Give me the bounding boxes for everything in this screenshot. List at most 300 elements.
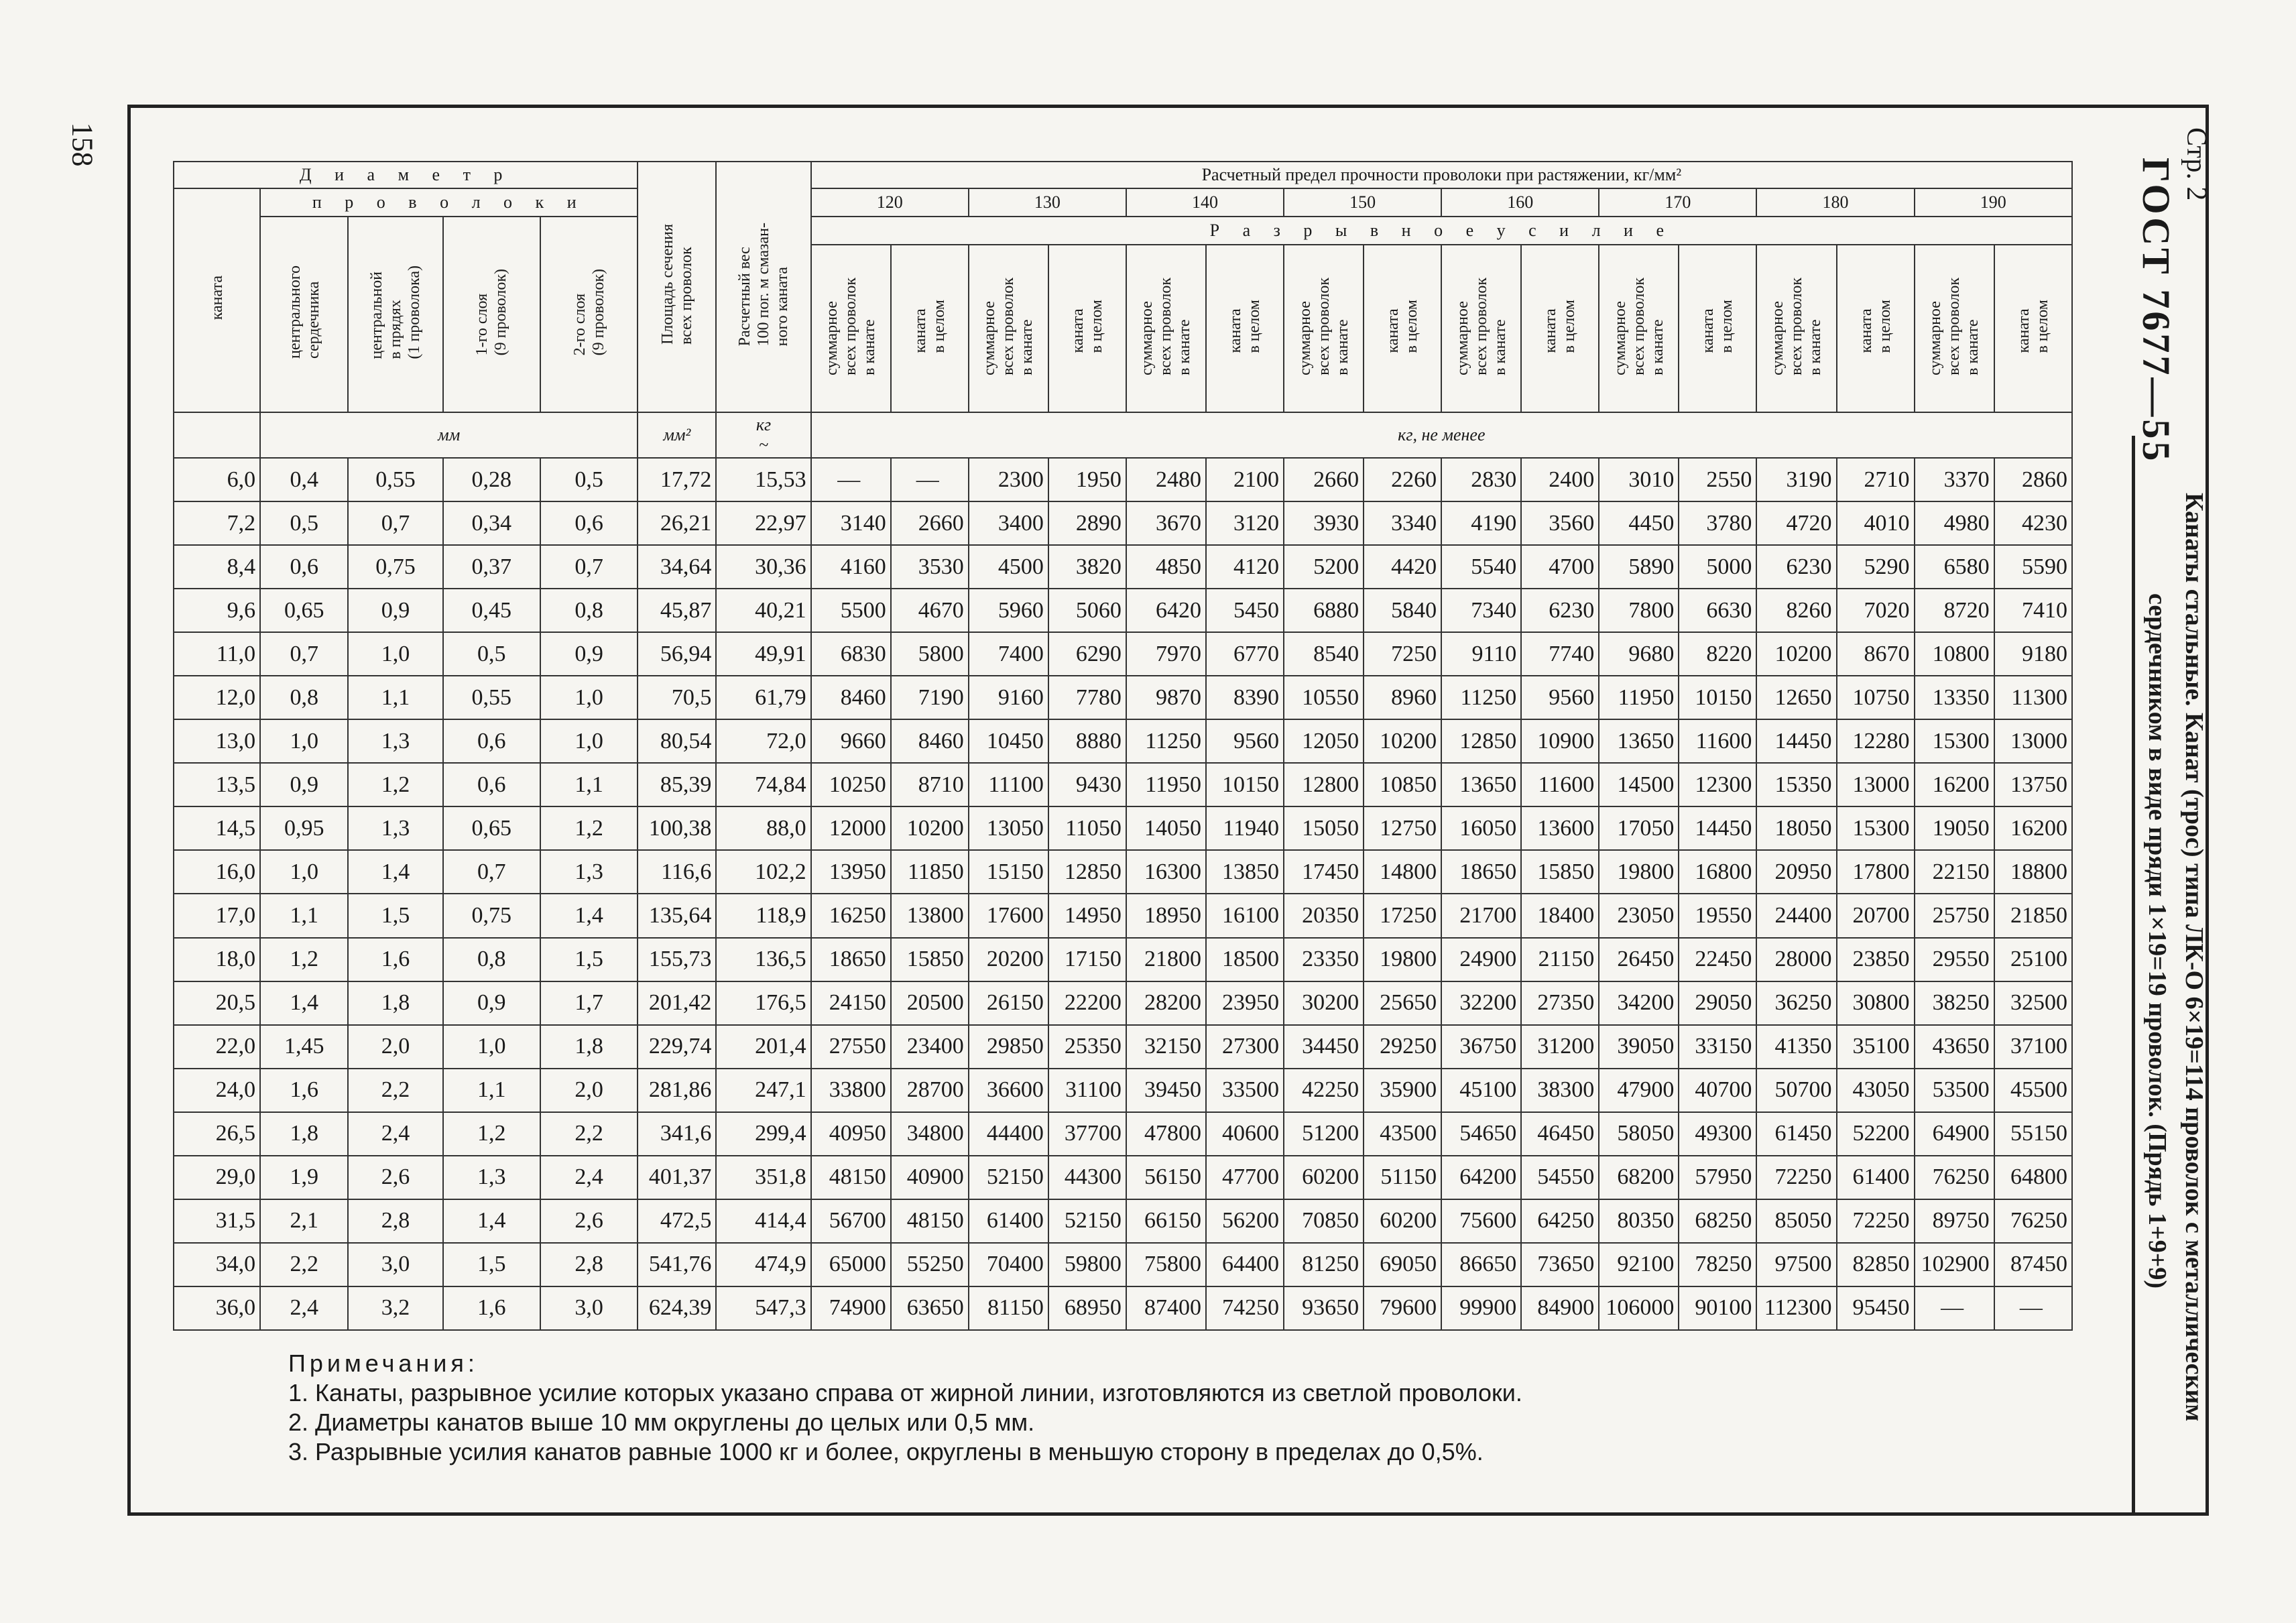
table-cell: 1,45 [260, 1025, 348, 1069]
table-cell: 16300 [1126, 850, 1206, 894]
table-cell: 3010 [1599, 458, 1679, 501]
table-cell: 16250 [811, 894, 891, 937]
unit-kg: кг ~ [716, 412, 810, 458]
table-cell: 11850 [891, 850, 969, 894]
table-cell: 22150 [1915, 850, 1994, 894]
table-cell: 11250 [1126, 719, 1206, 763]
table-cell: 4700 [1521, 545, 1599, 589]
table-cell: 2100 [1206, 458, 1284, 501]
table-cell: 0,65 [260, 589, 348, 632]
table-cell: 75800 [1126, 1243, 1206, 1286]
table-cell: 6420 [1126, 589, 1206, 632]
table-cell: 84900 [1521, 1286, 1599, 1330]
table-cell: 7250 [1364, 632, 1441, 676]
table-cell: 0,9 [540, 632, 638, 676]
core-diameter-header: центрального сердечника [260, 217, 348, 412]
table-cell: 31100 [1048, 1069, 1126, 1112]
table-cell: 29550 [1915, 938, 1994, 981]
table-cell: 13050 [969, 806, 1048, 850]
table-cell: 8460 [811, 676, 891, 719]
strength-120: 120 [811, 188, 969, 217]
table-cell: 5450 [1206, 589, 1284, 632]
table-cell: 43050 [1837, 1069, 1915, 1112]
table-cell: 1,2 [443, 1112, 540, 1156]
table-cell: 60200 [1364, 1199, 1441, 1243]
table-cell: 80350 [1599, 1199, 1679, 1243]
side-page-label: Стр. 2 [2181, 127, 2212, 201]
table-cell: 1,8 [348, 981, 442, 1025]
table-cell: 42250 [1284, 1069, 1364, 1112]
table-cell: 56700 [811, 1199, 891, 1243]
table-cell: 6290 [1048, 632, 1126, 676]
table-cell: 2,8 [348, 1199, 442, 1243]
table-cell: 401,37 [638, 1156, 716, 1199]
table-cell: 58050 [1599, 1112, 1679, 1156]
sub-whole-180: каната в целом [1837, 245, 1915, 412]
table-cell: 68950 [1048, 1286, 1126, 1330]
table-cell: 1,3 [540, 850, 638, 894]
table-row [174, 981, 2072, 1025]
table-cell: 34450 [1284, 1025, 1364, 1069]
table-cell: 18050 [1756, 806, 1836, 850]
table-cell: 68250 [1679, 1199, 1756, 1243]
table-cell: 57950 [1679, 1156, 1756, 1199]
table-cell: 2,0 [540, 1069, 638, 1112]
table-cell: 40600 [1206, 1112, 1284, 1156]
table-cell: 5200 [1284, 545, 1364, 589]
table-cell: 22,97 [716, 501, 810, 545]
table-cell: 351,8 [716, 1156, 810, 1199]
sub-total-150: суммарное всех проволок в канате [1284, 245, 1364, 412]
table-row [174, 1199, 2072, 1243]
table-cell: 1,4 [348, 850, 442, 894]
table-cell: 81250 [1284, 1243, 1364, 1286]
table-cell: 48150 [811, 1156, 891, 1199]
frame-top-rule [127, 105, 2209, 108]
table-cell: 13650 [1441, 763, 1521, 806]
table-cell: 18650 [811, 938, 891, 981]
table-cell: 10200 [891, 806, 969, 850]
table-cell: 16200 [1994, 806, 2072, 850]
table-cell: 56,94 [638, 632, 716, 676]
table-cell: 17050 [1599, 806, 1679, 850]
table-cell: 22,0 [174, 1025, 260, 1069]
table-cell: 40700 [1679, 1069, 1756, 1112]
table-cell: 51200 [1284, 1112, 1364, 1156]
table-cell: 11300 [1994, 676, 2072, 719]
table-cell: 10800 [1915, 632, 1994, 676]
table-cell: 12,0 [174, 676, 260, 719]
table-cell: 76250 [1915, 1156, 1994, 1199]
note-2: 2. Диаметры канатов выше 10 мм округлены до целых или 0,5 мм. [288, 1408, 1035, 1436]
table-cell: 10750 [1837, 676, 1915, 719]
table-body [174, 458, 2072, 1330]
table-cell: 46450 [1521, 1112, 1599, 1156]
note-3: 3. Разрывные усилия канатов равные 1000 кг и более, округлены в меньшую сторону в пределах до 0,5%. [288, 1438, 1484, 1465]
table-cell: 3,2 [348, 1286, 442, 1330]
table-cell: 15300 [1915, 719, 1994, 763]
table-cell: 1,0 [260, 719, 348, 763]
table-row [174, 458, 2072, 501]
table-cell: 36250 [1756, 981, 1836, 1025]
table-cell: 44300 [1048, 1156, 1126, 1199]
table-cell: 66150 [1126, 1199, 1206, 1243]
table-cell: 2550 [1679, 458, 1756, 501]
table-cell: 8960 [1364, 676, 1441, 719]
table-cell: 33150 [1679, 1025, 1756, 1069]
sub-total-130: суммарное всех проволок в канате [969, 245, 1048, 412]
table-cell: 51150 [1364, 1156, 1441, 1199]
table-cell: 0,6 [443, 719, 540, 763]
table-cell: 20350 [1284, 894, 1364, 937]
page-number: 158 [66, 122, 99, 167]
table-cell: 54650 [1441, 1112, 1521, 1156]
table-cell: 17800 [1837, 850, 1915, 894]
note-1: 1. Канаты, разрывное усилие которых указано справа от жирной линии, изготовляются из светлой проволоки. [288, 1379, 1522, 1406]
table-cell: 16200 [1915, 763, 1994, 806]
document-title-line2: сердечником в виде пряди 1×19=19 проволок. (Прядь 1+9+9) [2143, 593, 2171, 1289]
table-cell: 1,9 [260, 1156, 348, 1199]
table-cell: 52150 [969, 1156, 1048, 1199]
table-cell: 1,4 [540, 894, 638, 937]
table-row [174, 1025, 2072, 1069]
table-cell: — [811, 458, 891, 501]
table-cell: 21850 [1994, 894, 2072, 937]
table-cell: 541,76 [638, 1243, 716, 1286]
table-cell: 0,9 [443, 981, 540, 1025]
table-cell: 61,79 [716, 676, 810, 719]
table-cell: 5840 [1364, 589, 1441, 632]
table-cell: 72250 [1756, 1156, 1836, 1199]
strength-190: 190 [1915, 188, 2072, 217]
table-cell: 4230 [1994, 501, 2072, 545]
table-cell: 0,45 [443, 589, 540, 632]
table-cell: 16050 [1441, 806, 1521, 850]
document-title-line1: Канаты стальные. Канат (трос) типа ЛК-О 6×19=114 проволок с металлическим [2180, 493, 2208, 1422]
table-cell: 1,0 [443, 1025, 540, 1069]
table-cell: 8670 [1837, 632, 1915, 676]
sub-whole-130: каната в целом [1048, 245, 1126, 412]
table-cell: 2860 [1994, 458, 2072, 501]
table-cell: 23950 [1206, 981, 1284, 1025]
table-cell: 102900 [1915, 1243, 1994, 1286]
table-cell: 33800 [811, 1069, 891, 1112]
table-cell: 1,1 [260, 894, 348, 937]
table-cell: 49,91 [716, 632, 810, 676]
table-cell: 32150 [1126, 1025, 1206, 1069]
central-wire-header: центральной в прядях (1 проволока) [348, 217, 442, 412]
table-cell: 1,5 [443, 1243, 540, 1286]
table-cell: 29250 [1364, 1025, 1441, 1069]
table-cell: 22200 [1048, 981, 1126, 1025]
table-cell: 12050 [1284, 719, 1364, 763]
table-cell: 70850 [1284, 1199, 1364, 1243]
table-cell: 2710 [1837, 458, 1915, 501]
table-cell: 10550 [1284, 676, 1364, 719]
table-cell: 5540 [1441, 545, 1521, 589]
table-cell: 43650 [1915, 1025, 1994, 1069]
table-cell: 63650 [891, 1286, 969, 1330]
table-cell: 0,75 [443, 894, 540, 937]
table-cell: 0,6 [443, 763, 540, 806]
table-cell: 1,2 [540, 806, 638, 850]
table-cell: 341,6 [638, 1112, 716, 1156]
table-cell: 9110 [1441, 632, 1521, 676]
table-cell: 24150 [811, 981, 891, 1025]
table-cell: 0,5 [540, 458, 638, 501]
table-cell: 201,42 [638, 981, 716, 1025]
sub-total-160: суммарное всех проволок в канате [1441, 245, 1521, 412]
table-cell: 9560 [1521, 676, 1599, 719]
table-cell: 0,6 [260, 545, 348, 589]
table-cell: 0,9 [348, 589, 442, 632]
strength-header: Расчетный предел прочности проволоки при растяжении, кг/мм² [811, 162, 2072, 188]
wires-header: п р о в о л о к и [260, 188, 638, 217]
table-cell: 16100 [1206, 894, 1284, 937]
table-cell: 36600 [969, 1069, 1048, 1112]
table-cell: 9,6 [174, 589, 260, 632]
table-cell: 2,1 [260, 1199, 348, 1243]
table-cell: 52200 [1837, 1112, 1915, 1156]
table-cell: 12000 [811, 806, 891, 850]
table-cell: 1,6 [443, 1286, 540, 1330]
table-cell: 11250 [1441, 676, 1521, 719]
table-cell: 5500 [811, 589, 891, 632]
table-cell: 14500 [1599, 763, 1679, 806]
table-cell: 64250 [1521, 1199, 1599, 1243]
table-cell: 55250 [891, 1243, 969, 1286]
table-cell: 3140 [811, 501, 891, 545]
table-row [174, 589, 2072, 632]
table-cell: 2830 [1441, 458, 1521, 501]
table-cell: 8540 [1284, 632, 1364, 676]
table-cell: 90100 [1679, 1286, 1756, 1330]
table-cell: 5800 [891, 632, 969, 676]
table-cell: 10150 [1679, 676, 1756, 719]
table-cell: 56150 [1126, 1156, 1206, 1199]
table-cell: 1,5 [540, 938, 638, 981]
table-cell: 88,0 [716, 806, 810, 850]
table-cell: 17450 [1284, 850, 1364, 894]
table-cell: 33500 [1206, 1069, 1284, 1112]
table-cell: 21800 [1126, 938, 1206, 981]
table-cell: 10150 [1206, 763, 1284, 806]
table-cell: 0,7 [260, 632, 348, 676]
table-cell: 13,0 [174, 719, 260, 763]
weight-header: Расчетный вес 100 пог. м смазан- ного каната [716, 162, 810, 412]
table-cell: 11950 [1599, 676, 1679, 719]
table-cell: 11950 [1126, 763, 1206, 806]
table-cell: 1,0 [540, 676, 638, 719]
table-cell: 3370 [1915, 458, 1994, 501]
table-cell: 7190 [891, 676, 969, 719]
table-cell: 75600 [1441, 1199, 1521, 1243]
table-cell: 8710 [891, 763, 969, 806]
table-cell: 31200 [1521, 1025, 1599, 1069]
table-cell: 9660 [811, 719, 891, 763]
table-cell: 56200 [1206, 1199, 1284, 1243]
frame-bottom-rule [127, 1512, 2209, 1516]
table-cell: 2,2 [540, 1112, 638, 1156]
table-cell: 43500 [1364, 1112, 1441, 1156]
strength-140: 140 [1126, 188, 1284, 217]
table-cell: 15850 [1521, 850, 1599, 894]
table-cell: 17,72 [638, 458, 716, 501]
table-cell: 14450 [1679, 806, 1756, 850]
table-cell: 2,4 [260, 1286, 348, 1330]
table-cell: 12650 [1756, 676, 1836, 719]
table-cell: 39450 [1126, 1069, 1206, 1112]
table-cell: 6,0 [174, 458, 260, 501]
table-cell: 34,64 [638, 545, 716, 589]
table-cell: 69050 [1364, 1243, 1441, 1286]
table-cell: 7340 [1441, 589, 1521, 632]
table-cell: 5890 [1599, 545, 1679, 589]
table-cell: 118,9 [716, 894, 810, 937]
table-cell: 9680 [1599, 632, 1679, 676]
table-cell: 64800 [1994, 1156, 2072, 1199]
table-cell: 10450 [969, 719, 1048, 763]
table-header [174, 162, 2072, 458]
table-cell: 29050 [1679, 981, 1756, 1025]
table-cell: 32200 [1441, 981, 1521, 1025]
table-cell: 2660 [1284, 458, 1364, 501]
unit-force: кг, не менее [811, 412, 2072, 458]
table-cell: 14450 [1756, 719, 1836, 763]
table-cell: 30,36 [716, 545, 810, 589]
table-cell: 45500 [1994, 1069, 2072, 1112]
table-cell: 59800 [1048, 1243, 1126, 1286]
table-cell: 74250 [1206, 1286, 1284, 1330]
sub-whole-140: каната в целом [1206, 245, 1284, 412]
table-cell: 70400 [969, 1243, 1048, 1286]
table-cell: 89750 [1915, 1199, 1994, 1243]
rope-specification-table [173, 161, 2073, 1331]
table-cell: 0,37 [443, 545, 540, 589]
table-cell: 155,73 [638, 938, 716, 981]
table-cell: 70,5 [638, 676, 716, 719]
table-cell: 2,2 [260, 1243, 348, 1286]
table-cell: 5590 [1994, 545, 2072, 589]
table-cell: 5060 [1048, 589, 1126, 632]
table-cell: 64900 [1915, 1112, 1994, 1156]
table-cell: 8720 [1915, 589, 1994, 632]
table-cell: 2,0 [348, 1025, 442, 1069]
table-cell: 8260 [1756, 589, 1836, 632]
table-cell: 72250 [1837, 1199, 1915, 1243]
table-cell: 32500 [1994, 981, 2072, 1025]
table-cell: 7970 [1126, 632, 1206, 676]
standard-code: ГОСТ 7677—55 [2134, 158, 2178, 464]
table-cell: 60200 [1284, 1156, 1364, 1199]
table-cell: 4720 [1756, 501, 1836, 545]
table-cell: 50700 [1756, 1069, 1836, 1112]
unit-empty [174, 412, 260, 458]
table-cell: 37700 [1048, 1112, 1126, 1156]
table-cell: 0,4 [260, 458, 348, 501]
table-cell: 1,7 [540, 981, 638, 1025]
table-cell: 10850 [1364, 763, 1441, 806]
table-cell: 201,4 [716, 1025, 810, 1069]
table-cell: 12850 [1048, 850, 1126, 894]
table-row [174, 545, 2072, 589]
table-cell: 17,0 [174, 894, 260, 937]
table-cell: 4670 [891, 589, 969, 632]
table-cell: 19800 [1599, 850, 1679, 894]
table-row [174, 806, 2072, 850]
table-cell: 27300 [1206, 1025, 1284, 1069]
sub-total-180: суммарное всех проволок в канате [1756, 245, 1836, 412]
table-cell: 18650 [1441, 850, 1521, 894]
table-cell: 16,0 [174, 850, 260, 894]
table-cell: 93650 [1284, 1286, 1364, 1330]
sub-whole-190: каната в целом [1994, 245, 2072, 412]
table-cell: 81150 [969, 1286, 1048, 1330]
table-cell: 73650 [1521, 1243, 1599, 1286]
table-cell: 30800 [1837, 981, 1915, 1025]
table-cell: — [1994, 1286, 2072, 1330]
table-cell: 92100 [1599, 1243, 1679, 1286]
table-cell: 45,87 [638, 589, 716, 632]
table-cell: 4500 [969, 545, 1048, 589]
table-cell: 26,5 [174, 1112, 260, 1156]
table-cell: 0,8 [443, 938, 540, 981]
table-cell: 6830 [811, 632, 891, 676]
table-row [174, 719, 2072, 763]
table-cell: 55150 [1994, 1112, 2072, 1156]
table-cell: 176,5 [716, 981, 810, 1025]
table-cell: 3,0 [540, 1286, 638, 1330]
table-cell: 0,34 [443, 501, 540, 545]
table-cell: 6230 [1521, 589, 1599, 632]
table-cell: 4420 [1364, 545, 1441, 589]
table-cell: 5960 [969, 589, 1048, 632]
table-cell: 4120 [1206, 545, 1284, 589]
sub-whole-150: каната в целом [1364, 245, 1441, 412]
table-cell: 0,95 [260, 806, 348, 850]
table-cell: 2,2 [348, 1069, 442, 1112]
table-row [174, 632, 2072, 676]
table-row [174, 938, 2072, 981]
table-cell: 54550 [1521, 1156, 1599, 1199]
table-cell: 1,3 [348, 806, 442, 850]
table-cell: 28700 [891, 1069, 969, 1112]
table-cell: 41350 [1756, 1025, 1836, 1069]
table-cell: 1,3 [348, 719, 442, 763]
table-cell: 15300 [1837, 806, 1915, 850]
table-cell: 20200 [969, 938, 1048, 981]
table-cell: 86650 [1441, 1243, 1521, 1286]
table-cell: 3340 [1364, 501, 1441, 545]
table-cell: 47800 [1126, 1112, 1206, 1156]
sub-whole-170: каната в целом [1679, 245, 1756, 412]
sub-whole-120: каната в целом [891, 245, 969, 412]
table-cell: 19550 [1679, 894, 1756, 937]
table-cell: 247,1 [716, 1069, 810, 1112]
table-cell: 25750 [1915, 894, 1994, 937]
table-cell: 15850 [891, 938, 969, 981]
table-cell: 13950 [811, 850, 891, 894]
table-cell: 10250 [811, 763, 891, 806]
table-cell: 1950 [1048, 458, 1126, 501]
table-cell: 1,3 [443, 1156, 540, 1199]
table-cell: 13750 [1994, 763, 2072, 806]
table-row [174, 1069, 2072, 1112]
layer2-header: 2-го слоя (9 проволок) [540, 217, 638, 412]
table-cell: 13,5 [174, 763, 260, 806]
table-cell: 11050 [1048, 806, 1126, 850]
table-cell: 135,64 [638, 894, 716, 937]
